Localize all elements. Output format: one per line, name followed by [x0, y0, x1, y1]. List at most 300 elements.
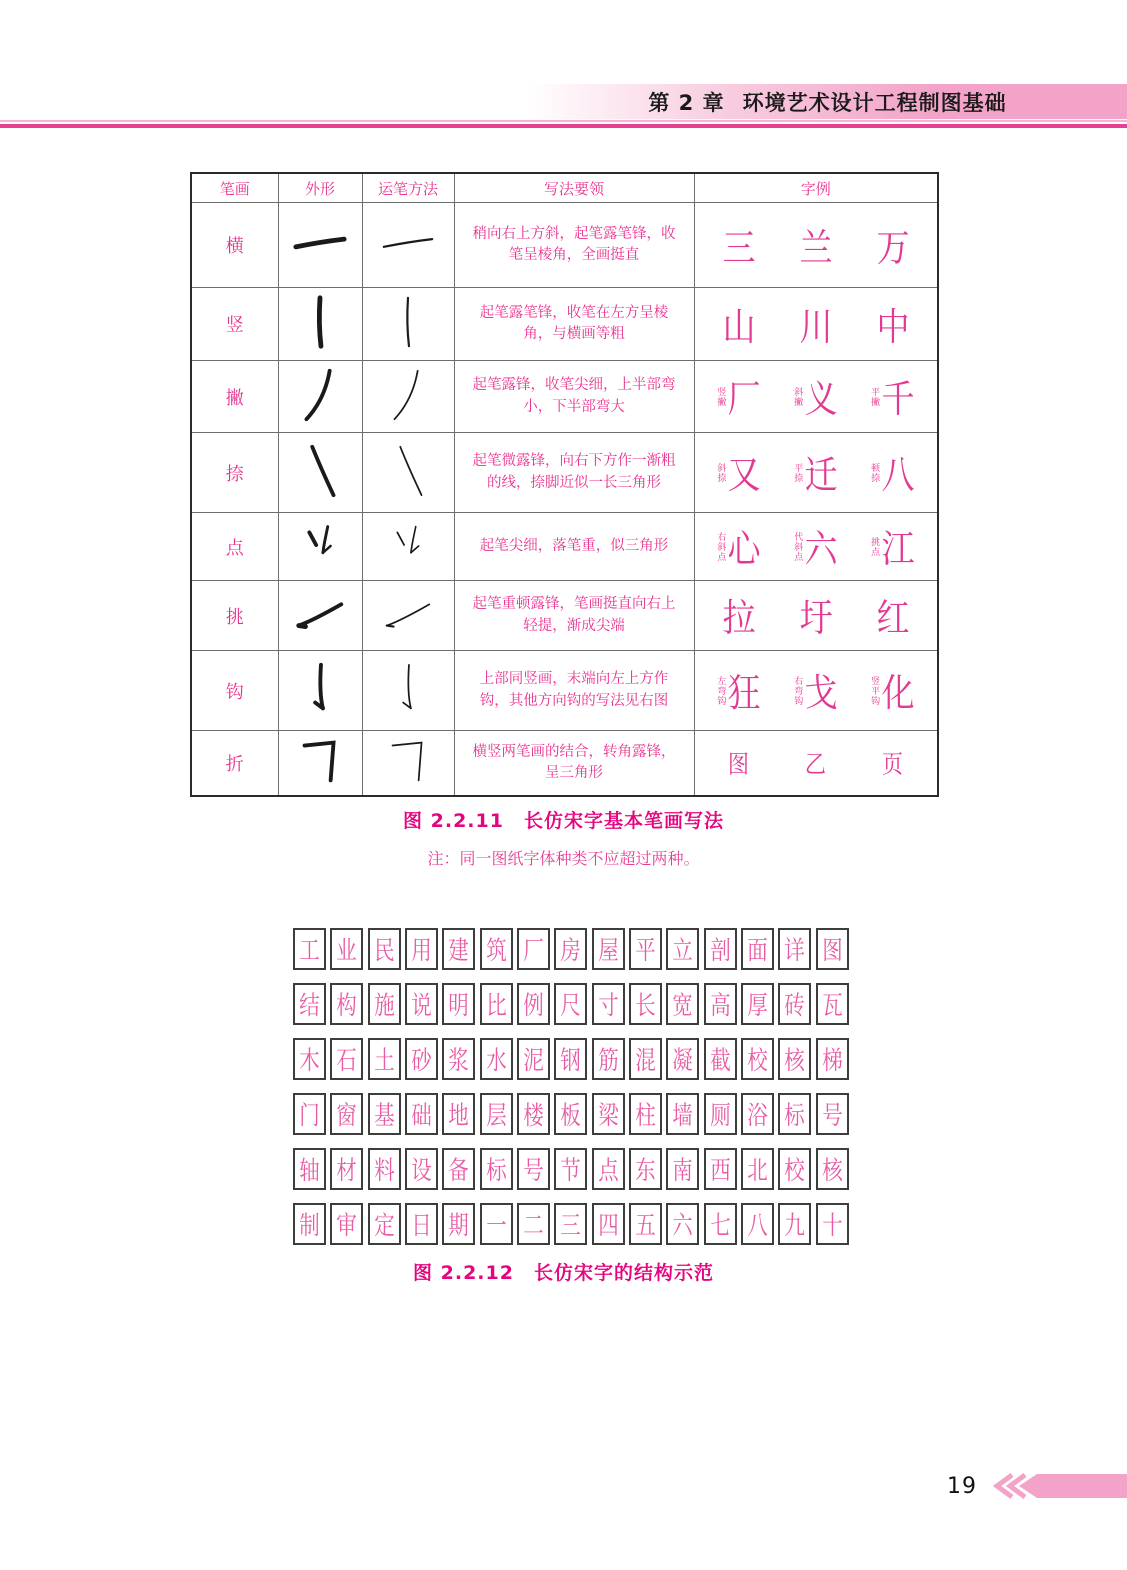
grid-char: 核	[784, 1045, 806, 1076]
example-item	[715, 521, 762, 572]
grid-char: 泥	[523, 1045, 544, 1076]
grid-cell	[629, 1148, 662, 1190]
grid-char: 比	[485, 990, 507, 1021]
header-rule-deep	[0, 124, 1127, 128]
example-item	[869, 447, 916, 498]
grid-char: 九	[784, 1210, 806, 1241]
example-item	[875, 590, 911, 641]
grid-cell	[778, 928, 811, 970]
example-label: 竖平钩	[869, 675, 880, 706]
grid-cell	[517, 983, 550, 1025]
grid-char: 板	[560, 1100, 582, 1131]
grid-char: 四	[597, 1210, 619, 1241]
grid-char: 剖	[710, 935, 731, 966]
example-char: 乙	[805, 751, 827, 780]
example-label: 右斜点	[715, 531, 726, 562]
grid-char: 号	[523, 1155, 544, 1186]
pie-stroke-icon-method	[378, 366, 438, 424]
grid-cell	[330, 1093, 363, 1135]
example-item	[875, 220, 911, 271]
example-char: 江	[881, 527, 915, 572]
example-char: 厂	[727, 377, 761, 422]
example-item	[869, 371, 916, 422]
grid-cell	[778, 1148, 811, 1190]
example-char: 页	[881, 751, 904, 780]
grid-cell	[629, 1038, 662, 1080]
grid-char: 日	[411, 1210, 432, 1241]
character-examples	[694, 731, 938, 796]
character-examples	[694, 651, 938, 731]
grid-char: 定	[373, 1210, 395, 1241]
grid-cell	[293, 983, 326, 1025]
example-item	[721, 220, 757, 271]
grid-cell	[666, 983, 699, 1025]
grid-char: 制	[299, 1210, 320, 1241]
grid-cell	[592, 1203, 625, 1245]
grid-cell	[554, 928, 587, 970]
example-label: 右弯钩	[792, 675, 803, 706]
grid-char: 节	[560, 1155, 582, 1186]
grid-cell	[442, 1038, 475, 1080]
grid-char: 民	[373, 935, 395, 966]
stroke-name: 竖	[191, 288, 278, 361]
shu-stroke-icon	[290, 293, 350, 351]
grid-char: 砂	[411, 1045, 432, 1076]
grid-char: 土	[373, 1045, 395, 1076]
stroke-row	[191, 513, 938, 581]
stroke-method-cell	[362, 433, 454, 513]
examples-wrap	[701, 371, 932, 422]
example-label: 斜捺	[715, 462, 726, 483]
figure-caption-2-2-12: 图 2.2.12 长仿宋字的结构示范	[413, 1262, 714, 1284]
grid-cell	[778, 1038, 811, 1080]
grid-char: 砖	[784, 990, 806, 1021]
writing-essentials: 起笔露笔锋，收笔在左方呈棱角，与横画等粗	[454, 288, 694, 361]
grid-char: 西	[710, 1155, 731, 1186]
grid-cell	[778, 983, 811, 1025]
grid-cell	[330, 1203, 363, 1245]
stroke-shape-cell	[278, 203, 362, 288]
grid-char: 础	[411, 1100, 432, 1131]
grid-cell	[741, 1148, 774, 1190]
example-char: 红	[876, 596, 910, 641]
grid-row	[293, 928, 849, 970]
grid-cell	[704, 983, 737, 1025]
grid-char: 校	[784, 1155, 806, 1186]
chapter-number: 第 2 章	[648, 90, 725, 115]
grid-char: 长	[635, 990, 656, 1021]
grid-cell	[368, 983, 401, 1025]
examples-wrap	[701, 665, 932, 716]
example-item	[721, 299, 757, 350]
grid-char: 说	[411, 990, 432, 1021]
stroke-shape-cell	[278, 433, 362, 513]
character-examples	[694, 513, 938, 581]
grid-cell	[368, 1203, 401, 1245]
grid-cell	[368, 1148, 401, 1190]
grid-cell	[629, 928, 662, 970]
grid-char: 梁	[597, 1100, 619, 1131]
stroke-method-cell	[362, 513, 454, 581]
grid-char: 厕	[710, 1100, 731, 1131]
example-item	[869, 665, 916, 716]
grid-char: 校	[747, 1045, 768, 1076]
example-item	[727, 746, 750, 779]
stroke-name: 折	[191, 731, 278, 796]
grid-char: 三	[560, 1210, 582, 1241]
grid-char: 厚	[747, 990, 768, 1021]
grid-cell	[816, 1093, 849, 1135]
grid-cell	[480, 1203, 513, 1245]
grid-cell	[554, 1093, 587, 1135]
grid-cell	[741, 983, 774, 1025]
stroke-table	[190, 172, 939, 797]
grid-char: 图	[822, 935, 843, 966]
grid-cell	[517, 1038, 550, 1080]
grid-char: 窗	[336, 1100, 358, 1131]
grid-row	[293, 983, 849, 1025]
example-item	[715, 447, 762, 498]
example-char: 戈	[804, 671, 838, 716]
grid-cell	[330, 928, 363, 970]
grid-row	[293, 1148, 849, 1190]
stroke-name: 点	[191, 513, 278, 581]
character-examples	[694, 581, 938, 651]
grid-cell	[293, 1093, 326, 1135]
chapter-title: 环境艺术设计工程制图基础	[742, 90, 1007, 115]
shu-stroke-icon-method	[378, 293, 438, 351]
grid-char: 期	[448, 1210, 470, 1241]
grid-char: 点	[597, 1155, 619, 1186]
grid-cell	[741, 928, 774, 970]
example-item	[804, 746, 827, 779]
grid-cell	[517, 928, 550, 970]
stroke-row	[191, 203, 938, 288]
character-examples	[694, 288, 938, 361]
grid-cell	[368, 1038, 401, 1080]
grid-cell	[592, 1093, 625, 1135]
heng-stroke-icon-method	[378, 214, 438, 272]
grid-cell	[704, 1093, 737, 1135]
grid-cell	[405, 1203, 438, 1245]
example-char: 图	[728, 751, 750, 780]
examples-wrap	[701, 220, 932, 271]
chapter-header-band	[528, 84, 1127, 119]
grid-cell	[330, 1148, 363, 1190]
grid-char: 五	[635, 1210, 656, 1241]
gou-stroke-icon-method	[378, 660, 438, 718]
example-item	[715, 665, 762, 716]
example-char: 化	[881, 671, 915, 716]
stroke-name: 捺	[191, 433, 278, 513]
grid-char: 料	[373, 1155, 395, 1186]
pie-stroke-icon	[290, 366, 350, 424]
na-stroke-icon	[290, 442, 350, 500]
grid-cell	[741, 1093, 774, 1135]
grid-row	[293, 1203, 849, 1245]
grid-cell	[816, 1038, 849, 1080]
grid-char: 六	[672, 1210, 694, 1241]
grid-cell	[704, 1038, 737, 1080]
character-examples	[694, 203, 938, 288]
example-char: 万	[876, 226, 910, 270]
example-label: 挑点	[869, 536, 880, 557]
grid-char: 水	[485, 1045, 507, 1076]
example-item	[792, 665, 839, 716]
grid-row	[293, 1038, 849, 1080]
grid-char: 标	[784, 1100, 806, 1131]
grid-char: 柱	[635, 1100, 656, 1131]
examples-wrap	[701, 521, 932, 572]
gou-stroke-icon	[290, 660, 350, 718]
example-item	[792, 371, 839, 422]
grid-char: 八	[747, 1210, 768, 1241]
table-note: 注：同一图纸字体种类不应超过两种。	[427, 849, 700, 868]
stroke-shape-cell	[278, 513, 362, 581]
grid-cell	[293, 1038, 326, 1080]
stroke-method-cell	[362, 651, 454, 731]
stroke-shape-cell	[278, 581, 362, 651]
grid-char: 木	[299, 1045, 320, 1076]
heng-stroke-icon	[290, 214, 350, 272]
example-label: 平撇	[869, 386, 880, 407]
grid-cell	[629, 1093, 662, 1135]
page-footer	[947, 1473, 1127, 1499]
example-label: 斜撇	[792, 386, 803, 407]
grid-cell	[405, 1093, 438, 1135]
grid-char: 七	[710, 1210, 731, 1241]
example-item	[798, 220, 834, 271]
grid-cell	[480, 928, 513, 970]
grid-cell	[592, 1038, 625, 1080]
grid-cell	[405, 928, 438, 970]
grid-cell	[554, 1148, 587, 1190]
grid-char: 筑	[485, 935, 507, 966]
column-header: 运笔方法	[362, 173, 454, 203]
grid-char: 地	[448, 1100, 470, 1131]
grid-char: 轴	[299, 1155, 320, 1186]
grid-cell	[405, 983, 438, 1025]
grid-char: 高	[710, 990, 731, 1021]
grid-char: 基	[373, 1100, 395, 1131]
grid-char: 结	[299, 990, 320, 1021]
examples-wrap	[701, 447, 932, 498]
writing-essentials: 横竖两笔画的结合，转角露锋，呈三角形	[454, 731, 694, 796]
grid-char: 楼	[523, 1100, 544, 1131]
dian-stroke-icon-method	[378, 516, 438, 574]
grid-row	[293, 1093, 849, 1135]
grid-cell	[517, 1148, 550, 1190]
grid-cell	[629, 983, 662, 1025]
dian-stroke-icon	[290, 516, 350, 574]
grid-char: 详	[784, 935, 806, 966]
grid-cell	[741, 1203, 774, 1245]
example-item	[721, 590, 757, 641]
grid-char: 构	[336, 990, 358, 1021]
grid-cell	[442, 928, 475, 970]
grid-char: 号	[822, 1100, 843, 1131]
grid-char: 东	[635, 1155, 656, 1186]
stroke-shape-cell	[278, 361, 362, 433]
grid-cell	[816, 1203, 849, 1245]
grid-char: 钢	[560, 1045, 582, 1076]
grid-char: 明	[448, 990, 470, 1021]
writing-essentials: 起笔微露锋，向右下方作一渐粗的线，捺脚近似一长三角形	[454, 433, 694, 513]
example-label: 顿捺	[869, 462, 880, 483]
grid-char: 一	[485, 1210, 507, 1241]
grid-cell	[405, 1148, 438, 1190]
grid-char: 审	[336, 1210, 358, 1241]
grid-cell	[554, 1038, 587, 1080]
grid-char: 石	[336, 1045, 358, 1076]
grid-cell	[517, 1203, 550, 1245]
zhe-stroke-icon-method	[378, 732, 438, 790]
grid-cell	[442, 1203, 475, 1245]
grid-char: 浴	[747, 1100, 768, 1131]
example-char: 心	[727, 527, 761, 572]
na-stroke-icon-method	[378, 442, 438, 500]
grid-cell	[666, 928, 699, 970]
grid-cell	[816, 983, 849, 1025]
grid-char: 瓦	[822, 990, 843, 1021]
stroke-row	[191, 651, 938, 731]
stroke-row	[191, 288, 938, 361]
examples-wrap	[701, 590, 932, 641]
grid-char: 面	[747, 935, 768, 966]
grid-cell	[442, 1093, 475, 1135]
footer-chevron-bar-icon	[985, 1473, 1127, 1499]
grid-cell	[666, 1038, 699, 1080]
grid-char: 宽	[672, 990, 694, 1021]
header-rule-light	[0, 120, 1127, 122]
grid-cell	[293, 928, 326, 970]
writing-essentials: 起笔尖细，落笔重，似三角形	[454, 513, 694, 581]
grid-char: 材	[336, 1155, 358, 1186]
grid-char: 凝	[672, 1045, 694, 1076]
stroke-shape-cell	[278, 288, 362, 361]
grid-cell	[592, 983, 625, 1025]
character-examples	[694, 361, 938, 433]
example-char: 兰	[799, 226, 833, 270]
examples-wrap	[701, 746, 932, 779]
stroke-method-cell	[362, 361, 454, 433]
writing-essentials: 上部同竖画，末端向左上方作钩，其他方向钩的写法见右图	[454, 651, 694, 731]
grid-char: 筋	[597, 1045, 619, 1076]
example-label: 竖撇	[715, 386, 726, 407]
grid-char: 截	[710, 1045, 731, 1076]
stroke-row	[191, 731, 938, 796]
example-item	[798, 590, 834, 641]
stroke-method-cell	[362, 581, 454, 651]
structure-grid	[293, 928, 849, 1258]
grid-char: 门	[299, 1100, 320, 1131]
grid-cell	[554, 1203, 587, 1245]
grid-cell	[480, 1148, 513, 1190]
example-char: 义	[804, 377, 838, 422]
column-header: 写法要领	[454, 173, 694, 203]
stroke-row	[191, 361, 938, 433]
grid-char: 平	[635, 935, 656, 966]
example-item	[792, 447, 839, 498]
grid-char: 立	[672, 935, 694, 966]
column-header: 字例	[694, 173, 938, 203]
grid-cell	[666, 1203, 699, 1245]
example-label: 代斜点	[792, 531, 803, 562]
grid-cell	[554, 983, 587, 1025]
grid-cell	[704, 1203, 737, 1245]
example-char: 山	[722, 305, 756, 349]
grid-char: 施	[373, 990, 395, 1021]
example-char: 千	[881, 377, 915, 422]
grid-char: 用	[411, 935, 432, 966]
grid-cell	[517, 1093, 550, 1135]
grid-char: 备	[448, 1155, 470, 1186]
stroke-table-header	[191, 173, 938, 203]
stroke-name: 挑	[191, 581, 278, 651]
stroke-shape-cell	[278, 651, 362, 731]
example-char: 拉	[722, 596, 756, 641]
grid-char: 尺	[560, 990, 582, 1021]
grid-cell	[442, 1148, 475, 1190]
example-char: 圩	[799, 596, 833, 641]
grid-char: 建	[448, 935, 470, 966]
grid-cell	[666, 1093, 699, 1135]
grid-cell	[480, 983, 513, 1025]
grid-char: 混	[635, 1045, 656, 1076]
grid-cell	[480, 1038, 513, 1080]
grid-cell	[704, 928, 737, 970]
example-char: 迁	[804, 453, 838, 498]
example-item	[798, 299, 834, 350]
grid-cell	[629, 1203, 662, 1245]
figure-caption-2-2-11: 图 2.2.11 长仿宋字基本笔画写法	[403, 810, 724, 832]
grid-char: 房	[560, 935, 582, 966]
examples-wrap	[701, 299, 932, 350]
grid-char: 业	[336, 935, 358, 966]
grid-cell	[778, 1093, 811, 1135]
grid-char: 南	[672, 1155, 694, 1186]
grid-char: 浆	[448, 1045, 470, 1076]
grid-cell	[778, 1203, 811, 1245]
grid-cell	[592, 928, 625, 970]
stroke-method-cell	[362, 203, 454, 288]
example-char: 中	[876, 305, 910, 349]
grid-cell	[816, 1148, 849, 1190]
grid-cell	[480, 1093, 513, 1135]
grid-cell	[293, 1148, 326, 1190]
writing-essentials: 起笔露锋，收笔尖细，上半部弯小，下半部弯大	[454, 361, 694, 433]
grid-cell	[816, 928, 849, 970]
example-item	[875, 299, 911, 350]
stroke-method-cell	[362, 731, 454, 796]
tiao-stroke-icon	[290, 585, 350, 643]
example-char: 狂	[727, 671, 761, 716]
grid-cell	[592, 1148, 625, 1190]
grid-char: 厂	[523, 935, 544, 966]
grid-char: 标	[485, 1155, 507, 1186]
grid-cell	[330, 1038, 363, 1080]
example-char: 三	[722, 226, 756, 270]
grid-char: 墙	[672, 1100, 694, 1131]
grid-cell	[666, 1148, 699, 1190]
stroke-name: 横	[191, 203, 278, 288]
grid-cell	[330, 983, 363, 1025]
column-header: 外形	[278, 173, 362, 203]
example-label: 左弯钩	[715, 675, 726, 706]
zhe-stroke-icon	[290, 732, 350, 790]
grid-char: 北	[747, 1155, 768, 1186]
stroke-row	[191, 433, 938, 513]
